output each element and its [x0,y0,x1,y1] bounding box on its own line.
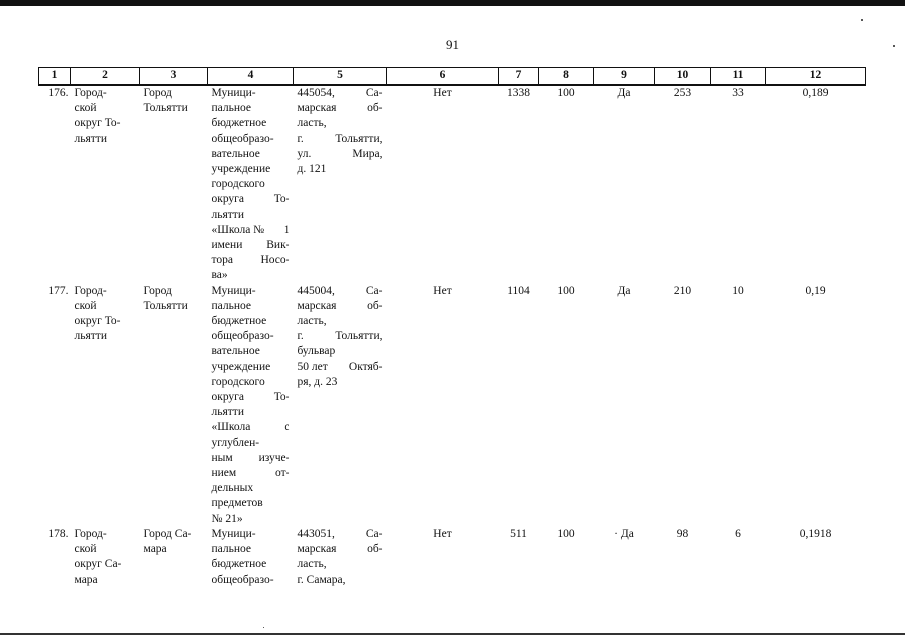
district-line: мара [74,573,98,586]
name-line: № 21» [211,512,243,525]
name-line: предметов [211,497,263,510]
district-cell [71,284,140,527]
value-cell-c12: 0,19 [805,284,826,297]
value-cell-c7: 1104 [507,284,530,297]
address-cell [294,527,387,588]
city-line: Тольятти [143,299,188,312]
district-line: ской [74,299,97,312]
value-cell-c10: 98 [676,527,689,540]
row-number: 177. [48,284,69,297]
address-cell [294,284,387,527]
column-header: 4 [208,68,294,86]
row-number: 178. [48,527,69,540]
name-line: вательное [211,147,260,160]
name-line: нием от- [211,467,290,480]
value-cell-c7: 511 [510,527,527,540]
district-line: льятти [74,132,107,145]
district-line: Город- [74,527,107,540]
address-cell [294,85,387,284]
column-header: 6 [387,68,499,86]
name-line: пальное [211,102,251,115]
column-header: 9 [594,68,655,86]
column-header: 12 [766,68,866,86]
name-line: углублен- [211,436,260,449]
address-line: ря, д. 23 [297,375,338,388]
name-line: пальное [211,543,251,556]
value-cell-c9: · Да [614,527,634,540]
row-number: 176. [48,87,69,99]
column-header: 5 [294,68,387,86]
name-line: округа То- [211,391,290,404]
address-line: г. Тольятти, [297,132,383,145]
name-line: льятти [211,406,244,419]
column-header: 8 [539,68,594,86]
district-cell [71,85,140,284]
city-cell [140,527,208,588]
name-line: учреждение [211,360,271,373]
address-line: ласть, [297,558,327,571]
value-cell-c8: 100 [557,527,575,540]
name-line: ва» [211,269,228,282]
address-line: бульвар [297,345,336,358]
address-line: ул. Мира, [297,147,383,160]
column-header: 10 [655,68,711,86]
address-line: 443051, Са- [297,527,383,540]
scan-speck [861,19,863,21]
city-line: Город Са- [143,527,192,540]
address-line: ласть, [297,117,327,130]
value-cell-c12: 0,1918 [799,527,832,540]
institution-name-cell [208,85,294,284]
name-line: общеобразо- [211,132,274,145]
address-line: г. Самара, [297,573,346,586]
registry-table [38,67,866,588]
value-cell-c11: 33 [732,87,744,99]
address-line: 445054, Са- [297,87,383,99]
district-cell [71,527,140,588]
name-line: тора Носо- [211,254,290,267]
column-header: 2 [71,68,140,86]
district-line: Город- [74,87,107,99]
scan-border-top [0,0,905,6]
address-line: марская об- [297,299,383,312]
name-line: округа То- [211,193,290,206]
address-line: ласть, [297,315,327,328]
column-header: 11 [711,68,766,86]
address-line: 445004, Са- [297,284,383,297]
address-line: 50 лет Октяб- [297,360,383,373]
institution-name-cell [208,284,294,527]
page-number: 91 [446,37,459,52]
table-row [39,527,866,588]
city-line: мара [143,543,167,556]
name-line: Муници- [211,284,256,297]
name-line: городского [211,178,265,191]
district-line: ской [74,543,97,556]
city-cell [140,284,208,527]
name-line: Муници- [211,87,256,99]
value-cell-c7: 1338 [507,87,530,99]
name-line: льятти [211,208,244,221]
name-line: ным изуче- [211,451,290,464]
value-cell-c10: 210 [673,284,692,297]
name-line: вательное [211,345,260,358]
column-header: 3 [140,68,208,86]
value-cell-c11: 6 [735,527,741,540]
value-cell-c6: Нет [433,527,452,540]
name-line: бюджетное [211,117,267,130]
institution-name-cell [208,527,294,588]
table-header-row [39,68,866,86]
name-line: бюджетное [211,315,267,328]
name-line: имени Вик- [211,239,290,252]
value-cell-c8: 100 [557,87,575,99]
district-line: округ То- [74,117,121,130]
name-line: пальное [211,299,251,312]
name-line: «Школа № 1 [211,223,290,236]
district-line: ской [74,102,97,115]
district-line: Город- [74,284,107,297]
table-row [39,85,866,284]
name-line: общеобразо- [211,573,274,586]
address-line: г. Тольятти, [297,330,383,343]
city-cell [140,85,208,284]
value-cell-c11: 10 [732,284,744,297]
column-header: 1 [39,68,71,86]
table-row [39,284,866,527]
address-line: д. 121 [297,163,327,176]
name-line: дельных [211,482,254,495]
value-cell-c12: 0,189 [802,87,829,99]
value-cell-c10: 253 [673,87,692,99]
district-line: округ Са- [74,558,122,571]
scan-speck [263,627,264,628]
district-line: округ То- [74,315,121,328]
city-line: Тольятти [143,102,188,115]
value-cell-c9: Да [617,284,631,297]
value-cell-c8: 100 [557,284,575,297]
value-cell-c6: Нет [433,284,452,297]
value-cell-c6: Нет [433,87,452,99]
city-line: Город [143,87,172,99]
name-line: городского [211,375,265,388]
address-line: марская об- [297,543,383,556]
name-line: бюджетное [211,558,267,571]
name-line: учреждение [211,163,271,176]
name-line: «Школа с [211,421,290,434]
scan-border-bottom [0,633,905,635]
value-cell-c9: Да [617,87,631,99]
column-header: 7 [499,68,539,86]
name-line: Муници- [211,527,256,540]
name-line: общеобразо- [211,330,274,343]
city-line: Город [143,284,172,297]
district-line: льятти [74,330,107,343]
address-line: марская об- [297,102,383,115]
